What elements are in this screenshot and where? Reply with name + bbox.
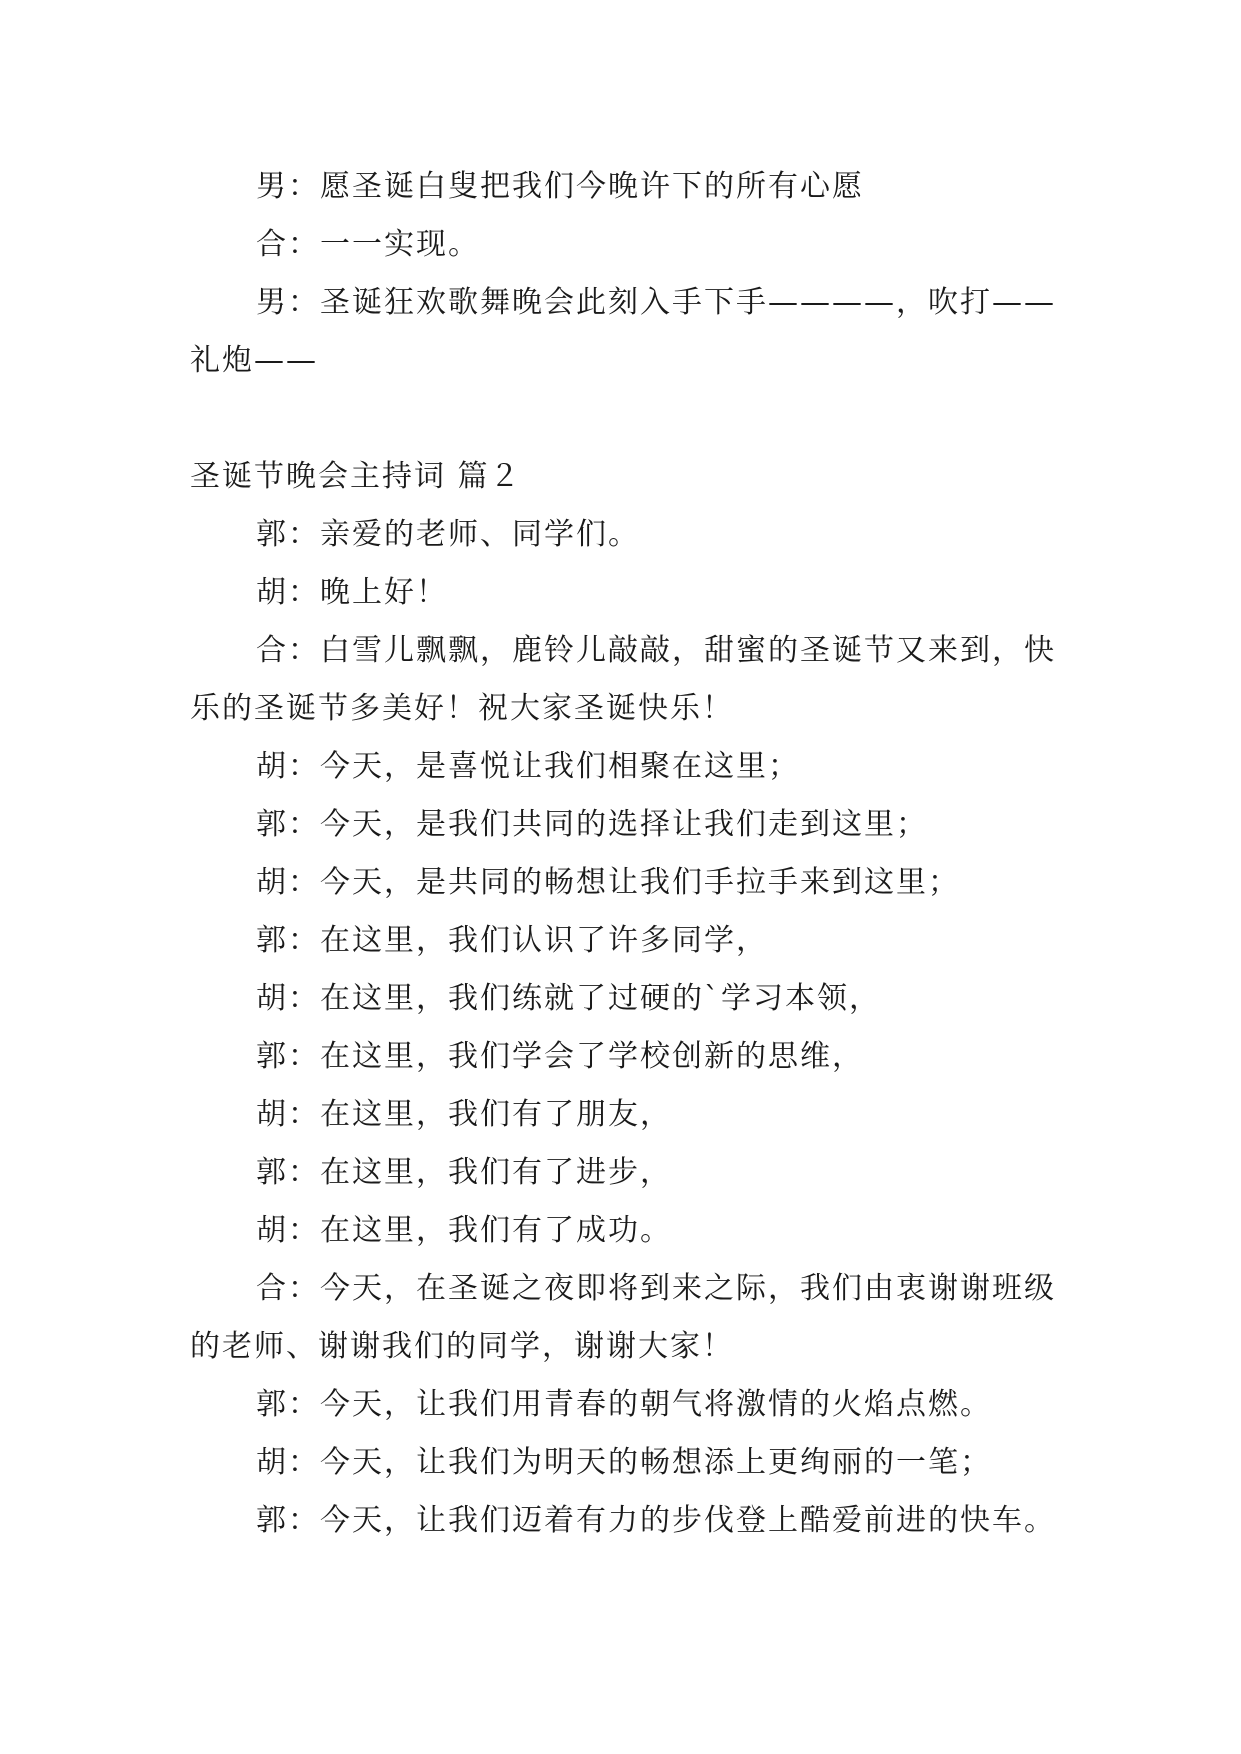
dialogue-line: 胡：晚上好！ [256,575,448,610]
dialogue-line: 合：今天，在圣诞之夜即将到来之际，我们由衷谢谢班级的老师、谢谢我们的同学，谢谢大家！ [190,1271,1056,1364]
dialogue-line: 合：一一实现。 [256,227,480,262]
dialogue-line: 胡：今天，是共同的畅想让我们手拉手来到这里； [256,865,960,900]
dialogue-line: 胡：今天，是喜悦让我们相聚在这里； [256,749,800,784]
dialogue-line: 郭：在这里，我们有了进步， [256,1155,672,1190]
dialogue-line: 郭：在这里，我们学会了学校创新的思维， [256,1039,864,1074]
dialogue-line: 男：愿圣诞白叟把我们今晚许下的所有心愿 [256,169,864,204]
dialogue-line: 郭：今天，让我们迈着有力的步伐登上酷爱前进的快车。 [256,1503,1056,1538]
dialogue-line: 郭：在这里，我们认识了许多同学， [256,923,768,958]
section-heading: 圣诞节晚会主持词 篇２ [190,459,522,494]
dialogue-line: 郭：今天，让我们用青春的朝气将激情的火焰点燃。 [256,1387,992,1422]
dialogue-line: 郭：今天，是我们共同的选择让我们走到这里； [256,807,928,842]
dialogue-line: 胡：在这里，我们有了朋友， [256,1097,672,1132]
dialogue-line: 合：白雪儿飘飘，鹿铃儿敲敲，甜蜜的圣诞节又来到，快乐的圣诞节多美好！祝大家圣诞快乐！ [190,633,1056,726]
dialogue-line: 郭：亲爱的老师、同学们。 [256,517,640,552]
section-spacer [190,390,1070,448]
document-body [190,158,1070,1550]
dialogue-line: 男：圣诞狂欢歌舞晚会此刻入手下手————，吹打——礼炮—— [190,285,1056,378]
dialogue-line: 胡：今天，让我们为明天的畅想添上更绚丽的一笔； [256,1445,992,1480]
dialogue-line: 胡：在这里，我们练就了过硬的`学习本领， [256,981,881,1016]
dialogue-line: 胡：在这里，我们有了成功。 [256,1213,672,1248]
